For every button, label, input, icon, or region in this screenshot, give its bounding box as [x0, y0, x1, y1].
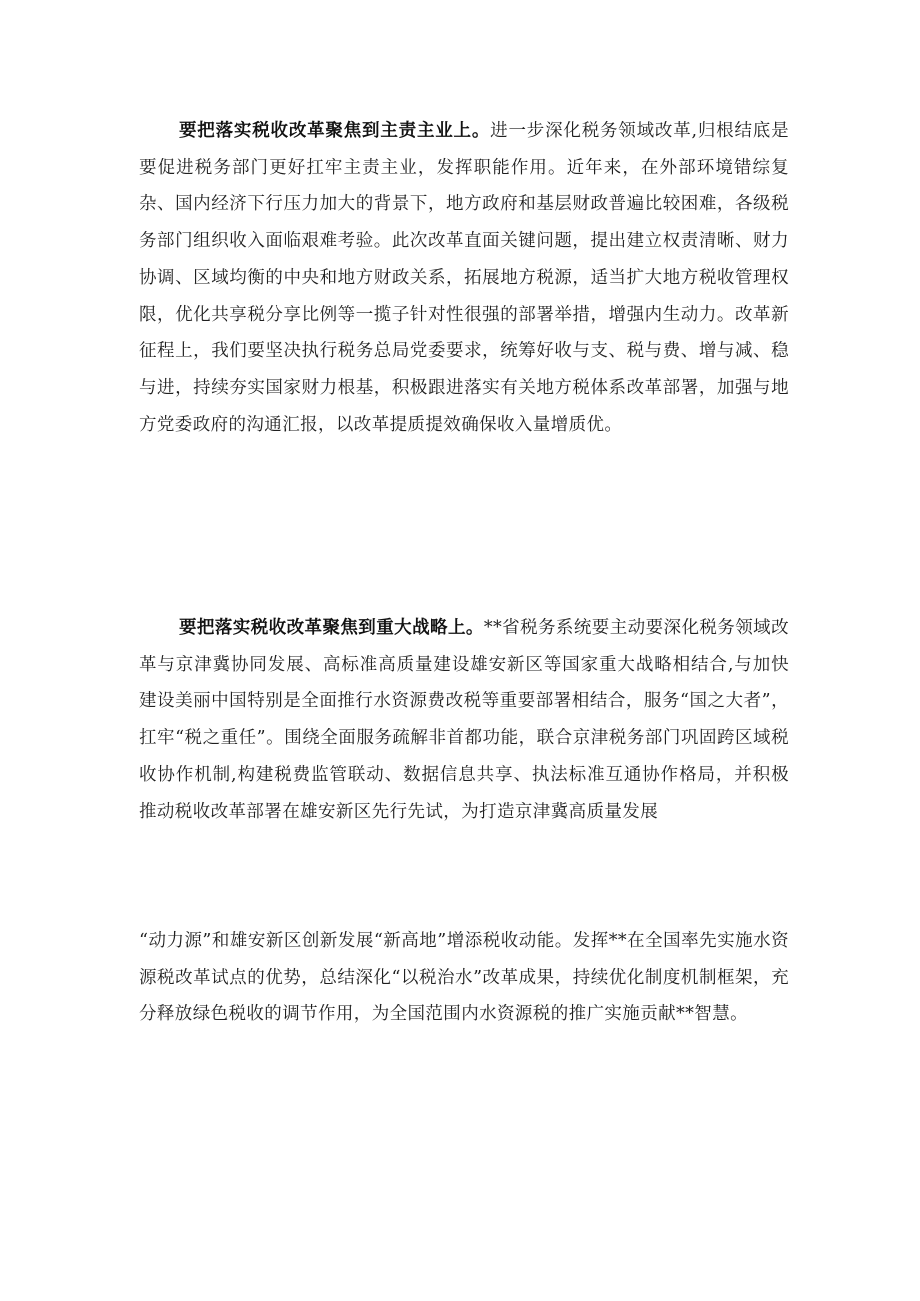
paragraph-lead-heading: 要把落实税收改革聚焦到重大战略上。: [179, 618, 484, 638]
paragraph-body-text: **省税务系统要主动要深化税务领域改革与京津冀协同发展、高标准高质量建设雄安新区等国家重大战略相结合,与加快建设美丽中国特别是全面推行水资源费改税等重要部署相结合，服务“国之大者”，扛牢“税之重任”。围绕全面服务疏解非首都功能，联合京津税务部门巩固跨区域税收协作机制,构建税费监管联动、数据信息共享、执法标准互通协作格局，并积极推动税收改革部署在雄安新区先行先试，为打造京津冀高质量发展: [139, 618, 789, 822]
paragraph-body-text: “动力源”和雄安新区创新发展“新高地”增添税收动能。发挥**在全国率先实施水资源税改革试点的优势，总结深化“以税治水”改革成果，持续优化制度机制框架，充分释放绿色税收的调节作用，为全国范围内水资源税的推广实施贡献**智慧。: [139, 931, 789, 1025]
paragraph-lead-heading: 要把落实税收改革聚焦到主责主业上。: [179, 121, 491, 141]
paragraph-body-text: 进一步深化税务领域改革,归根结底是要促进税务部门更好扛牢主责主业，发挥职能作用。近年来，在外部环境错综复杂、国内经济下行压力加大的背景下，地方政府和基层财政普遍比较困难，各级税务部门组织收入面临艰难考验。此次改革直面关键问题，提出建立权责清晰、财力协调、区域均衡的中央和地方财政关系，拓展地方税源，适当扩大地方税收管理权限，优化共享税分享比例等一揽子针对性很强的部署举措，增强内生动力。改革新征程上，我们要坚决执行税务总局党委要求，统筹好收与支、税与费、增与减、稳与进，持续夯实国家财力根基，积极跟进落实有关地方税体系改革部署，加强与地方党委政府的沟通汇报，以改革提质提效确保收入量增质优。: [139, 121, 789, 435]
paragraph-main-responsibility: [139, 113, 789, 443]
paragraph-continuation: [139, 923, 789, 1033]
paragraph-major-strategy: [139, 610, 789, 830]
